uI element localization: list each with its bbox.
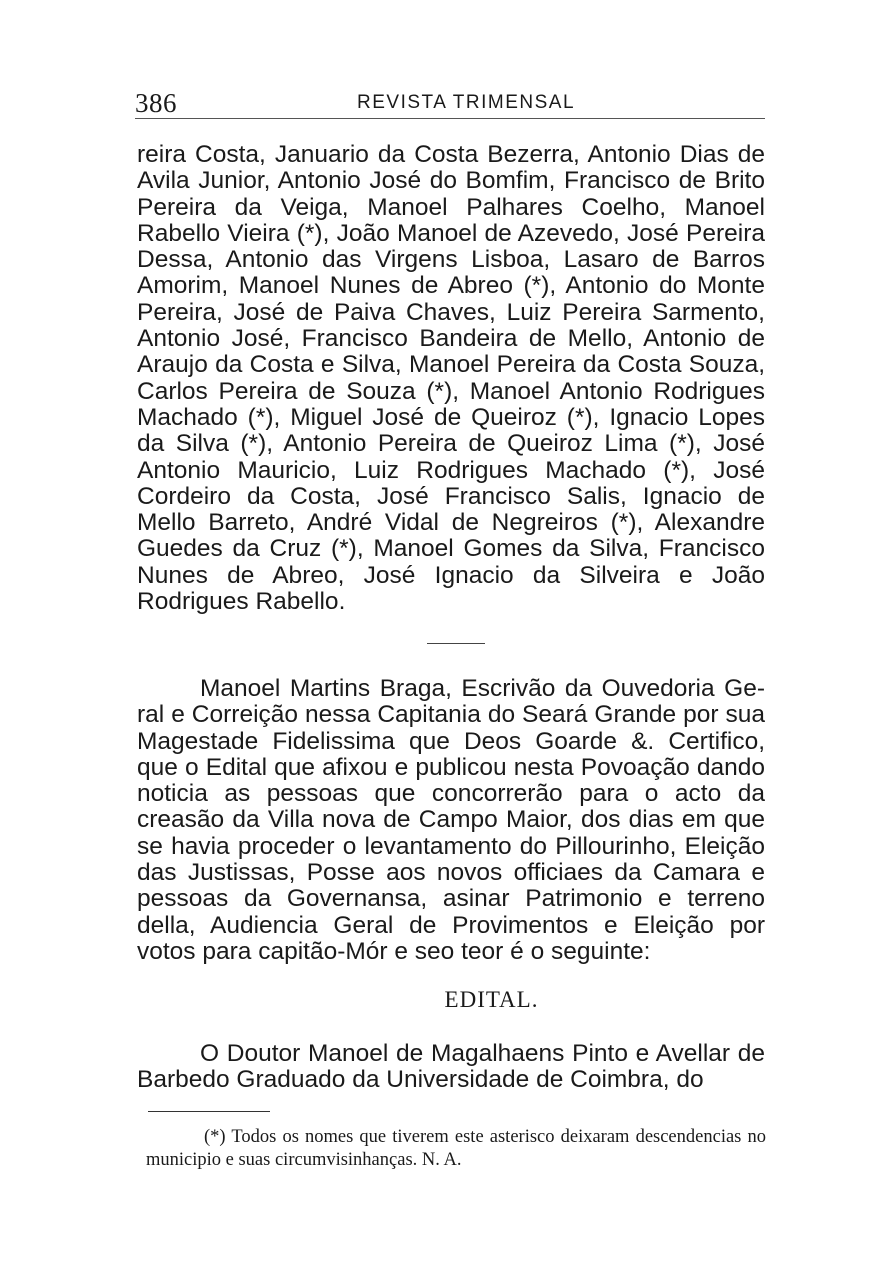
page-header [135, 88, 765, 122]
section-heading-edital: EDITAL. [444, 987, 539, 1012]
page-number: 386 [135, 88, 177, 118]
paragraph-certificate: Manoel Martins Braga, Escrivão da Ouvedoria Geral e Correição nessa Capitania do Seará Grande por sua Magestade Fidelissima que Deos Goarde &. Certifico, que o Edital que afixou e publicou nesta Povoação dando noticia as pessoas que concorrerão para o acto da creasão da Villa nova de Campo Maior, dos dias em que se havia proceder o levantamento do Pillourinho, Eleição das Justissas, Posse aos novos officiaes da Camara e pessoas da Governansa, asinar Patrimonio e terreno della, Audiencia Geral de Provimentos e Eleição por votos para capitão-Mór e seo teor é o seguinte: [137, 675, 765, 965]
paragraph-edital-opening: O Doutor Manoel de Magalhaens Pinto e Avellar de Barbedo Graduado da Universidade de Coimbra, do [137, 1040, 765, 1094]
footnote: (*) Todos os nomes que tiverem este asterisco deixaram descendencias no municipio e suas circumvisinhanças. N. A. [146, 1127, 766, 1170]
paragraph-names-list: reira Costa, Januario da Costa Bezerra, Antonio Dias de Avila Junior, Antonio José do Bomfim, Francisco de Brito Pereira da Veiga, Manoel Palhares Coelho, Manoel Rabello Vieira (*), João Manoel de Azevedo, José Pereira Dessa, Antonio das Virgens Lisboa, Lasaro de Barros Amorim, Manoel Nunes de Abreo (*), Antonio do Monte Pereira, José de Paiva Chaves, Luiz Pereira Sarmento, Antonio José, Francisco Bandeira de Mello, Antonio de Araujo da Costa e Silva, Manoel Pereira da Costa Souza, Carlos Pereira de Souza (*), Manoel Antonio Rodrigues Machado (*), Miguel José de Queiroz (*), Ignacio Lopes da Silva (*), Antonio Pereira de Queiroz Lima (*), José Antonio Mauricio, Luiz Rodrigues Machado (*), José Cordeiro da Costa, José Francisco Salis, Ignacio de Mello Barreto, André Vidal de Negreiros (*), Alexandre Guedes da Cruz (*), Manoel Gomes da Silva, Francisco Nunes de Abreo, José Ignacio da Silveira e João Rodrigues Rabello. [137, 141, 765, 616]
header-rule [135, 118, 765, 119]
running-title: REVISTA TRIMENSAL [357, 92, 576, 113]
footnote-rule [148, 1111, 270, 1112]
section-divider [427, 643, 485, 644]
